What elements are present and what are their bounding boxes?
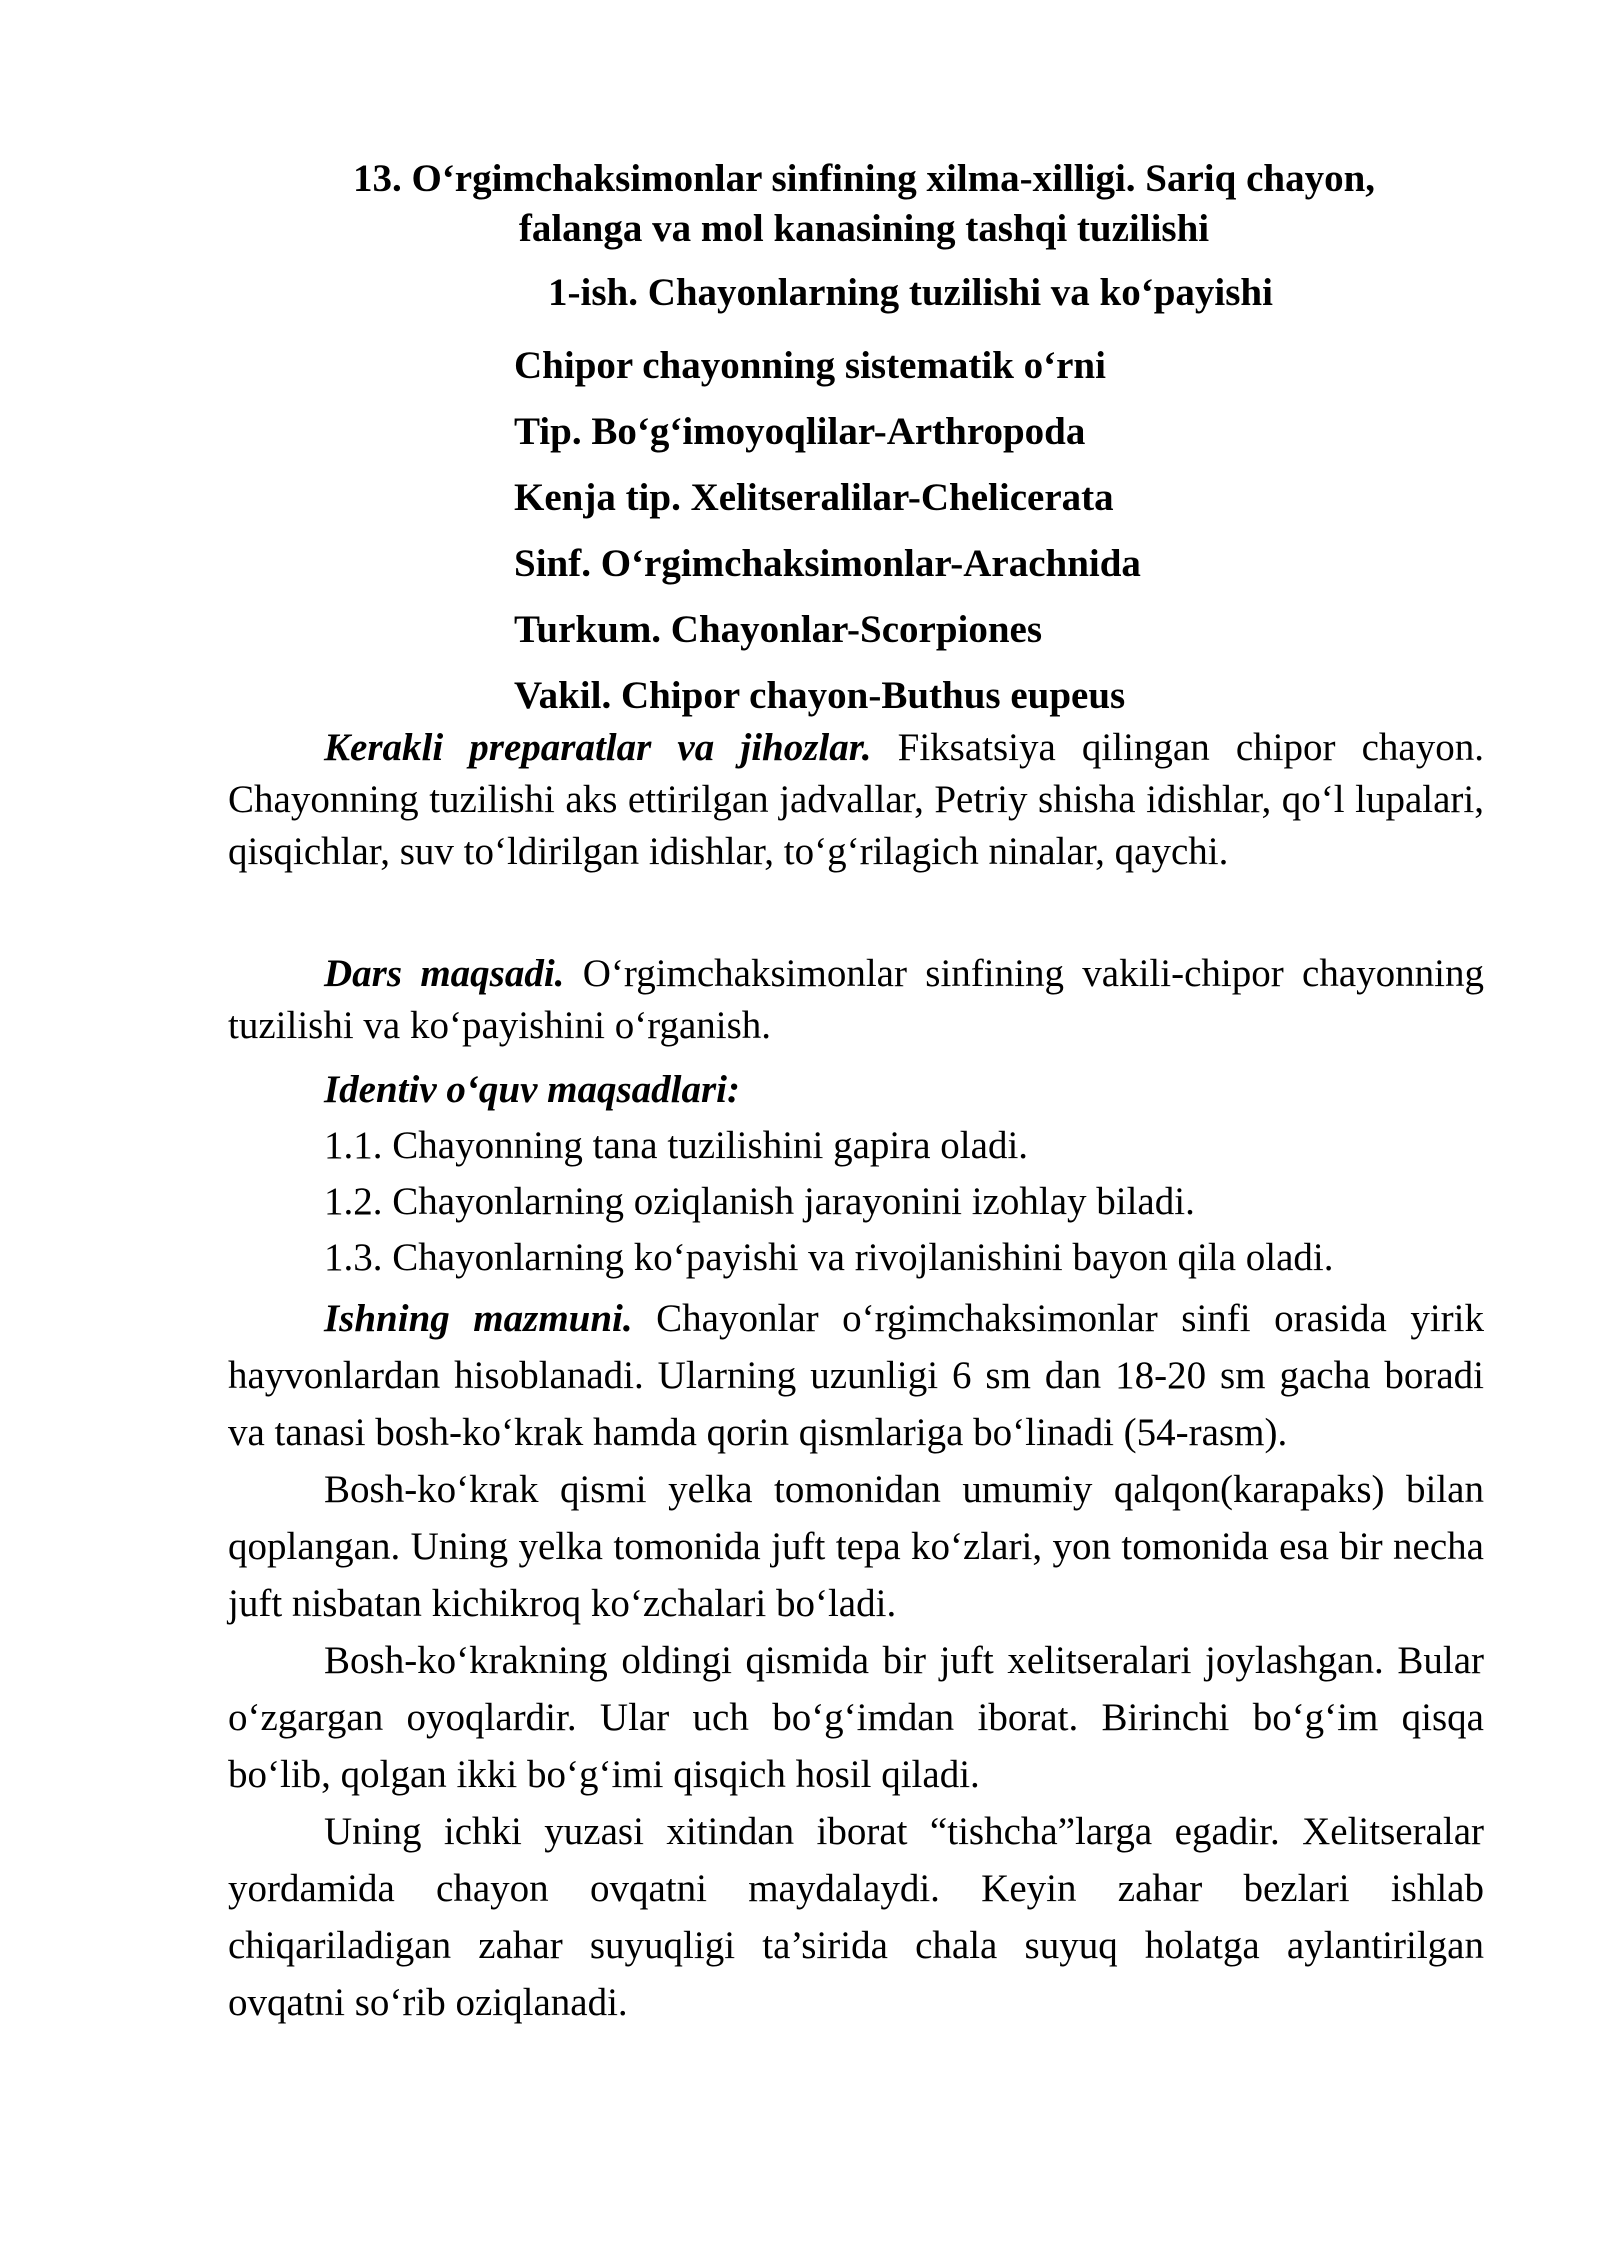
content-paragraph: Bosh-ko‘krak qismi yelka tomonidan umumiy qalqon(karapaks) bilan qoplangan. Uning yelka tomonida juft tepa ko‘zlari, yon tomonida esa bir necha juft nisbatan kichikroq ko‘zchalari bo‘ladi.	[228, 1468, 1484, 1625]
systematics-representative: Vakil. Chipor chayon-Buthus eupeus	[514, 674, 1126, 717]
content-paragraph: Bosh-ko‘krakning oldingi qismida bir juft xelitseralari joylashgan. Bular o‘zgargan oyoqlardir. Ular uch bo‘g‘imdan iborat. Birinchi bo‘g‘im qisqa bo‘lib, qolgan ikki bo‘g‘imi qisqich hosil qiladi.	[228, 1639, 1484, 1796]
objectives-label: Identiv o‘quv maqsadlari:	[324, 1068, 740, 1111]
objective-item: 1.2. Chayonlarning oziqlanish jarayonini izohlay biladi.	[324, 1180, 1195, 1223]
materials-text: Fiksatsiya qilingan chipor chayon. Chayonning tuzilishi aks ettirilgan jadvallar, Petriy shisha idishlar, qo‘l lupalari, qisqichlar, suv to‘ldirilgan idishlar, to‘g‘rilagich ninalar, qaychi.	[228, 726, 1484, 873]
systematics-heading: Chipor chayonning sistematik o‘rni	[514, 344, 1106, 387]
systematics-type: Tip. Bo‘g‘imoyoqlilar-Arthropoda	[514, 410, 1086, 453]
content-text: Chayonlar o‘rgimchaksimonlar sinfi orasida yirik hayvonlardan hisoblanadi. Ularning uzunligi 6 sm dan 18-20 sm gacha boradi va tanasi bosh-ko‘krak hamda qorin qismlariga bo‘linadi (54-rasm).	[228, 1297, 1484, 1454]
objective-item: 1.3. Chayonlarning ko‘payishi va rivojlanishini bayon qila oladi.	[324, 1236, 1334, 1279]
systematics-class: Sinf. O‘rgimchaksimonlar-Arachnida	[514, 542, 1141, 585]
content-paragraph	[228, 1290, 1484, 1461]
systematics-subtype: Kenja tip. Xelitseralilar-Chelicerata	[514, 476, 1114, 519]
content-label: Ishning mazmuni.	[324, 1297, 633, 1340]
materials-label: Kerakli preparatlar va jihozlar.	[324, 726, 872, 769]
content-paragraph: Uning ichki yuzasi xitindan iborat “tishcha”larga egadir. Xelitseralar yordamida chayon ovqatni maydalaydi. Keyin zahar bezlari ishlab chiqariladigan zahar suyuqligi ta’sirida chala suyuq holatga aylantirilgan ovqatni so‘rib oziqlanadi.	[228, 1810, 1484, 2024]
aim-paragraph	[228, 948, 1484, 1052]
title-line-2: falanga va mol kanasining tashqi tuzilishi	[518, 207, 1210, 250]
page-title	[228, 154, 1500, 254]
content-block	[228, 1290, 1484, 2031]
systematics-order: Turkum. Chayonlar-Scorpiones	[514, 608, 1043, 651]
objectives-block	[228, 1062, 1484, 1286]
aim-text: O‘rgimchaksimonlar sinfining vakili-chipor chayonning tuzilishi va ko‘payishini o‘rganish.	[228, 952, 1484, 1047]
objective-item: 1.1. Chayonning tana tuzilishini gapira oladi.	[324, 1124, 1029, 1167]
work-heading: 1-ish. Chayonlarning tuzilishi va ko‘payishi	[548, 271, 1273, 314]
aim-label: Dars maqsadi.	[324, 952, 565, 995]
systematics-block	[514, 333, 1141, 729]
title-line-1: 13. O‘rgimchaksimonlar sinfining xilma-xilligi. Sariq chayon,	[352, 157, 1376, 200]
materials-paragraph	[228, 722, 1484, 878]
